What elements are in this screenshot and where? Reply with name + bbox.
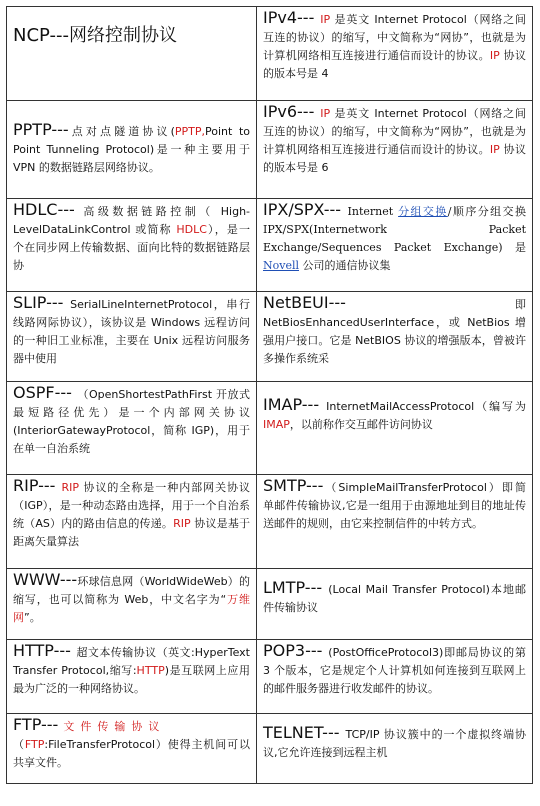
highlight-wanweiwang: 万维网 — [13, 593, 250, 624]
desc-text: 点对点隧道协议( — [68, 125, 175, 138]
cell-slip — [7, 292, 257, 382]
term-ncp: NCP---网络控制协议 — [13, 25, 177, 46]
desc-text: )是互联网上应用最为广泛的一种网络协议。 — [13, 664, 250, 695]
term-pptp: PPTP--- — [13, 120, 69, 139]
cell-http — [7, 640, 257, 714]
desc-text: TCP/IP 协议簇中的一个虚拟终端协议,它允许连接到远程主机 — [263, 728, 527, 759]
highlight-hdlc: HDLC — [176, 223, 207, 236]
table-row — [7, 199, 533, 292]
desc-text: 协议的版本号是 6 — [263, 143, 527, 174]
highlight-ip: IP — [320, 107, 331, 120]
desc-text: 是英文 Internet Protocol（网络之间互连的协议）的缩写，中文简称为“网协”，也就是为计算机网络相互连接进行通信而设计的协议。 — [263, 107, 527, 156]
cell-pop3 — [257, 640, 533, 714]
desc-text: ”。 — [24, 611, 41, 624]
table-row — [7, 640, 533, 714]
desc-text: 公司的通信协议集 — [299, 259, 391, 272]
cell-ncp — [7, 7, 257, 101]
cell-ospf — [7, 382, 257, 475]
table-row — [7, 292, 533, 382]
link-packet-exchange[interactable]: 分组交换 — [398, 205, 448, 218]
term-telnet: TELNET--- — [263, 723, 346, 742]
cell-rip — [7, 475, 257, 569]
cell-ipv6 — [257, 101, 533, 199]
desc-text: 超文本传输协议（英文:HyperText Transfer Protocol,缩写: — [13, 646, 250, 677]
highlight-ip: IP — [489, 49, 500, 62]
cell-ipv4 — [257, 7, 533, 101]
term-rip: RIP--- — [13, 476, 62, 495]
table-row — [7, 569, 533, 640]
term-ipx-spx: IPX/SPX--- — [263, 200, 348, 219]
desc-text: 高级数据链路控制（ High-LevelDataLinkControl 或简称 — [13, 205, 251, 236]
cell-telnet — [257, 714, 533, 784]
highlight-rip: RIP — [61, 481, 80, 494]
highlight-ftp-cn: 文件传输协议 — [63, 720, 166, 733]
table-row — [7, 475, 533, 569]
term-ospf: OSPF--- — [13, 383, 78, 402]
term-www: WWW--- — [13, 570, 78, 589]
desc-text: （ — [13, 738, 25, 751]
desc-text: /顺序分组交换 IPX/SPX(Internetwork Packet Exchange/Sequences Packet Exchange) 是 — [263, 205, 526, 254]
table-row — [7, 382, 533, 475]
desc-text: :FileTransferProtocol）使得主机间可以共享文件。 — [13, 738, 251, 769]
highlight-rip: RIP — [173, 517, 191, 530]
desc-text: Internet — [347, 205, 399, 218]
term-pop3: POP3--- — [263, 641, 329, 660]
term-http: HTTP--- — [13, 641, 77, 660]
cell-imap — [257, 382, 533, 475]
highlight-ftp: FTP — [24, 738, 45, 751]
term-smtp: SMTP--- — [263, 476, 324, 495]
term-slip: SLIP--- — [13, 293, 71, 312]
cell-www — [7, 569, 257, 640]
desc-text: (PostOfficeProtocol3)即邮局协议的第 3 个版本，它是规定个人计算机如何连接到互联网上的邮件服务器进行收发邮件的协议。 — [263, 646, 526, 695]
highlight-ip: IP — [489, 143, 500, 156]
protocol-table — [6, 6, 533, 784]
desc-text: Point to Point Tunneling Protocol)是一种主要用于 VPN 的数据链路层网络协议。 — [13, 125, 250, 174]
desc-text: 即 NetBiosEnhancedUserInterface，或 NetBios 增强用户接口。它是 NetBIOS 协议的增强版本，曾被许多操作系统采 — [263, 298, 526, 365]
desc-text: SerialLineInternetProtocol，串行线路网际协议），该协议是 Windows 远程访问的一种旧工业标准，主要在 Unix 远程访问服务器中使用 — [13, 298, 250, 365]
term-netbeui: NetBEUI--- — [263, 293, 515, 312]
term-ipv6: IPv6--- — [263, 102, 321, 121]
term-lmtp: LMTP--- — [263, 578, 329, 597]
term-ipv4: IPv4--- — [263, 8, 321, 27]
desc-text: 环球信息网（WorldWideWeb）的缩写，也可以简称为 Web，中文名字为“ — [13, 575, 250, 606]
desc-text: ），是一个在同步网上传输数据、面向比特的数据链路层协 — [13, 223, 251, 272]
cell-hdlc — [7, 199, 257, 292]
term-hdlc: HDLC--- — [13, 200, 84, 219]
desc-text: ，以前称作交互邮件访问协议 — [289, 418, 433, 431]
desc-text: （SimpleMailTransferProtocol）即简单邮件传输协议,它是一组用于由源地址到目的地址传送邮件的规则，由它来控制信件的中转方式。 — [263, 481, 526, 530]
table-row — [7, 101, 533, 199]
cell-ftp — [7, 714, 257, 784]
table-row — [7, 714, 533, 784]
highlight-ip: IP — [320, 13, 331, 26]
cell-smtp — [257, 475, 533, 569]
desc-text: InternetMailAccessProtocol（编写为 — [326, 400, 526, 413]
desc-text: (Local Mail Transfer Protocol)本地邮件传输协议 — [263, 583, 526, 614]
cell-lmtp — [257, 569, 533, 640]
desc-text: 协议的版本号是 4 — [263, 49, 527, 80]
cell-ipx-spx — [257, 199, 533, 292]
table-row — [7, 7, 533, 101]
highlight-pptp: PPTP, — [174, 125, 206, 138]
highlight-http: HTTP — [136, 664, 165, 677]
desc-text: 协议的全称是一种内部网关协议（IGP），是一种动态路由选择，用于一个自治系统（AS）内的路由信息的传递。 — [13, 481, 251, 530]
desc-text: （OpenShortestPathFirst 开放式最短路径优先）是一个内部网关协议(InteriorGatewayProtocol，简称 IGP)，用于在单一自治系统 — [13, 388, 250, 455]
term-imap: IMAP--- — [263, 395, 327, 414]
term-ftp: FTP--- — [13, 715, 64, 734]
desc-text: 协议是基于距离矢量算法 — [13, 517, 250, 548]
desc-text: 是英文 Internet Protocol（网络之间互连的协议）的缩写，中文简称为“网协”，也就是为计算机网络相互连接进行通信而设计的协议。 — [263, 13, 527, 62]
cell-pptp — [7, 101, 257, 199]
highlight-imap: IMAP — [263, 418, 290, 431]
link-novell[interactable]: Novell — [263, 259, 300, 272]
cell-netbeui — [257, 292, 533, 382]
